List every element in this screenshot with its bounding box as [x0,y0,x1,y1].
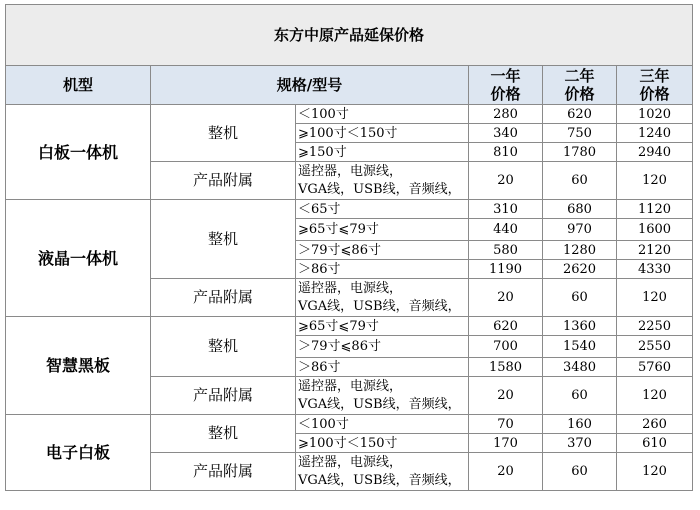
accessory-type-cell: 产品附属 [151,453,296,491]
price-year1: 620 [469,317,543,336]
table-title: 东方中原产品延保价格 [6,5,693,66]
spec-cell: ＞86寸 [296,260,469,279]
header-year3: 三年 价格 [617,66,693,105]
price-year3: 1120 [617,200,693,219]
model-cell: 智慧黑板 [6,317,151,415]
price-year3: 610 [617,434,693,453]
price-year2: 620 [543,105,617,124]
price-year2: 2620 [543,260,617,279]
price-table [5,4,693,491]
accessory-spec-cell: 遥控器，电源线， VGA线，USB线，音频线， [296,162,469,200]
price-year3: 1240 [617,124,693,143]
accessory-spec-cell: 遥控器，电源线， VGA线，USB线，音频线， [296,279,469,317]
price-year2: 160 [543,415,617,434]
header-model: 机型 [6,66,151,105]
price-year1: 20 [469,377,543,415]
price-year1: 20 [469,453,543,491]
unit-type-cell: 整机 [151,200,296,279]
price-year3: 2940 [617,143,693,162]
spec-cell: ＜100寸 [296,105,469,124]
price-year3: 120 [617,162,693,200]
table-row [6,415,693,434]
accessory-spec-cell: 遥控器，电源线， VGA线，USB线，音频线， [296,453,469,491]
price-year1: 20 [469,279,543,317]
unit-type-cell: 整机 [151,105,296,162]
header-year2: 二年 价格 [543,66,617,105]
price-year3: 120 [617,453,693,491]
price-year1: 170 [469,434,543,453]
price-year1: 440 [469,219,543,241]
price-year1: 810 [469,143,543,162]
price-year1: 340 [469,124,543,143]
spec-cell: ⩾65寸⩽79寸 [296,219,469,241]
spec-cell: ＞79寸⩽86寸 [296,241,469,260]
price-year2: 60 [543,377,617,415]
price-year1: 280 [469,105,543,124]
price-year1: 1190 [469,260,543,279]
spec-cell: ＞79寸⩽86寸 [296,336,469,358]
price-year3: 4330 [617,260,693,279]
unit-type-cell: 整机 [151,317,296,377]
price-year1: 1580 [469,358,543,377]
price-year2: 370 [543,434,617,453]
price-year1: 310 [469,200,543,219]
model-cell: 液晶一体机 [6,200,151,317]
price-year3: 120 [617,377,693,415]
price-year3: 2550 [617,336,693,358]
header-year1: 一年 价格 [469,66,543,105]
accessory-type-cell: 产品附属 [151,162,296,200]
price-year1: 70 [469,415,543,434]
price-year2: 1540 [543,336,617,358]
price-year2: 970 [543,219,617,241]
spec-cell: ＜65寸 [296,200,469,219]
header-spec: 规格/型号 [151,66,469,105]
spec-cell: ⩾100寸＜150寸 [296,124,469,143]
spec-cell: ⩾150寸 [296,143,469,162]
price-year1: 700 [469,336,543,358]
spec-cell: ＞86寸 [296,358,469,377]
price-year3: 2250 [617,317,693,336]
accessory-type-cell: 产品附属 [151,377,296,415]
price-year3: 120 [617,279,693,317]
price-year2: 3480 [543,358,617,377]
price-year3: 1020 [617,105,693,124]
price-year2: 60 [543,162,617,200]
price-year2: 60 [543,279,617,317]
accessory-type-cell: 产品附属 [151,279,296,317]
price-year2: 680 [543,200,617,219]
price-year2: 1780 [543,143,617,162]
price-year2: 60 [543,453,617,491]
model-cell: 白板一体机 [6,105,151,200]
price-year3: 260 [617,415,693,434]
table-row [6,317,693,336]
price-year1: 580 [469,241,543,260]
spec-cell: ＜100寸 [296,415,469,434]
price-year1: 20 [469,162,543,200]
price-year2: 1280 [543,241,617,260]
unit-type-cell: 整机 [151,415,296,453]
price-year3: 2120 [617,241,693,260]
spec-cell: ⩾65寸⩽79寸 [296,317,469,336]
price-year2: 1360 [543,317,617,336]
accessory-spec-cell: 遥控器，电源线， VGA线，USB线，音频线， [296,377,469,415]
price-year3: 1600 [617,219,693,241]
price-year3: 5760 [617,358,693,377]
spec-cell: ⩾100寸＜150寸 [296,434,469,453]
price-sheet [5,4,693,491]
table-row [6,200,693,219]
model-cell: 电子白板 [6,415,151,491]
price-year2: 750 [543,124,617,143]
table-row [6,105,693,124]
